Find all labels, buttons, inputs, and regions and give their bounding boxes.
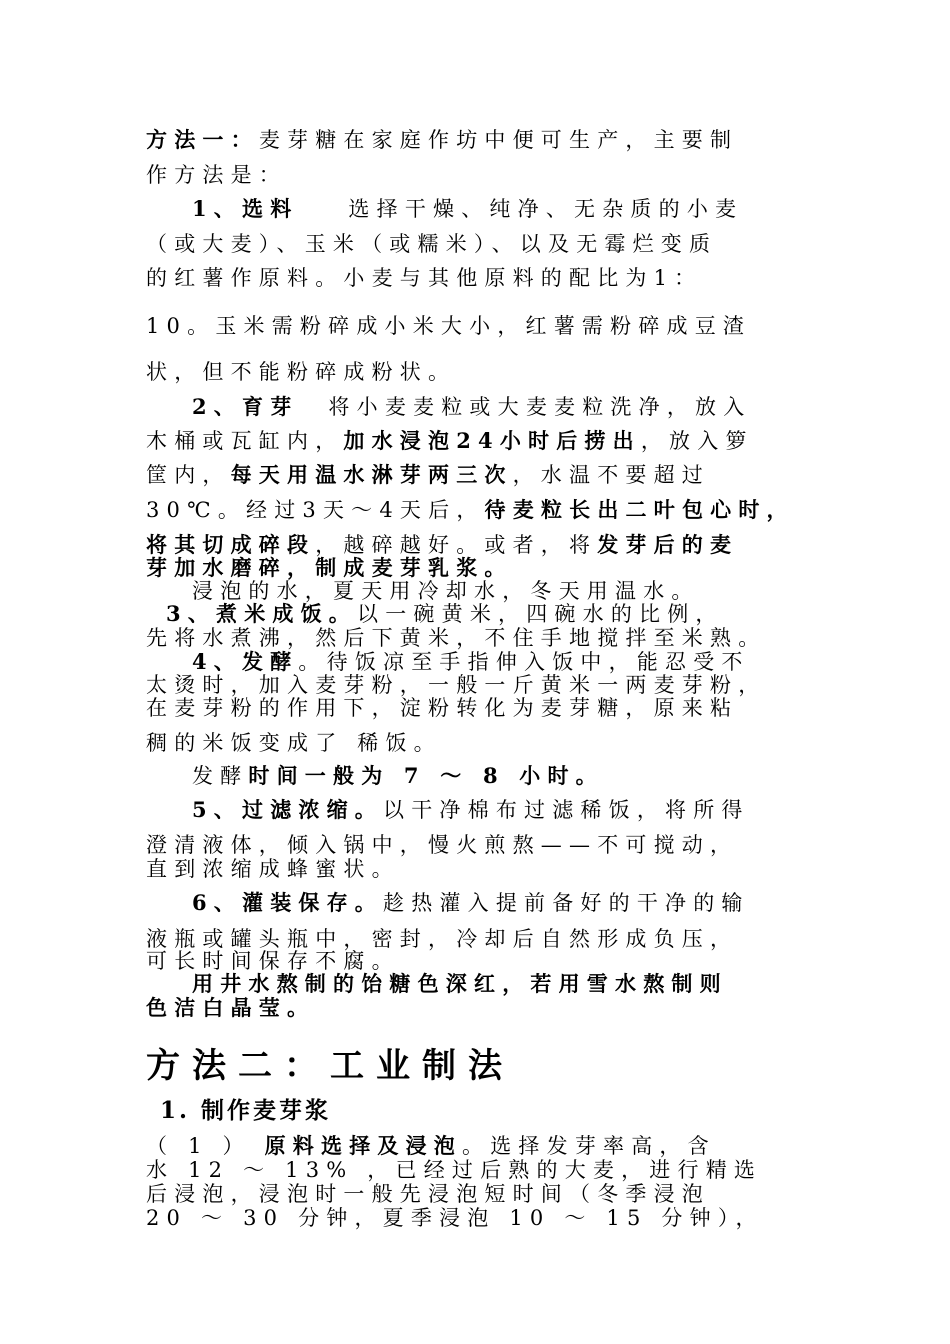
paragraph-line: 太烫时，加入麦芽粉，一般一斤黄米一两麦芽粉， bbox=[146, 673, 767, 697]
step-heading: 5、过滤浓缩。 bbox=[192, 797, 384, 822]
paragraph-line: 水 12 ～ 13% ，已经过后熟的大麦，进行精选 bbox=[146, 1158, 763, 1182]
paragraph-line: 澄清液体，倾入锅中，慢火煎熬——不可搅动， bbox=[146, 833, 739, 857]
paragraph-line: 木桶或瓦缸内，加水浸泡24小时后捞出，放入箩 bbox=[146, 428, 754, 453]
paragraph-line: 筐内，每天用温水淋芽两三次，水温不要超过 bbox=[146, 462, 711, 487]
step-heading: 6、灌装保存。 bbox=[192, 890, 384, 915]
paragraph-line: 1、选料 选择干燥、纯净、无杂质的小麦 bbox=[192, 196, 744, 221]
paragraph-line: 30℃。经过3天～4天后，待麦粒长出二叶包心时， bbox=[146, 497, 795, 522]
paragraph-line: 10。玉米需粉碎成小米大小，红薯需粉碎成豆渣 bbox=[146, 314, 752, 338]
step-heading: 1、选料 bbox=[192, 196, 299, 221]
paragraph-line: 2、育芽 将小麦麦粒或大麦麦粒洗净，放入 bbox=[192, 394, 752, 419]
paragraph-line: 方法一：麦芽糖在家庭作坊中便可生产，主要制 bbox=[146, 127, 739, 152]
paragraph-line: 液瓶或罐头瓶中，密封，冷却后自然形成负压， bbox=[146, 927, 739, 951]
step-heading: 4、发酵 bbox=[192, 649, 299, 674]
paragraph-line: 可长时间保存不腐。 bbox=[146, 949, 400, 973]
paragraph-line: 芽加水磨碎，制成麦芽乳浆。 bbox=[146, 555, 513, 580]
step-heading: 3、煮米成饭。 bbox=[166, 601, 358, 626]
paragraph-line: 20 ～ 30 分钟，夏季浸泡 10 ～ 15 分钟）， bbox=[146, 1206, 764, 1230]
paragraph-line: （ 1 ） 原料选择及浸泡。选择发芽率高，含 bbox=[146, 1133, 716, 1158]
paragraph-line: 先将水煮沸，然后下黄米，不住手地搅拌至米熟。 bbox=[146, 626, 767, 650]
paragraph-line: 6、灌装保存。趁热灌入提前备好的干净的输 bbox=[192, 890, 750, 915]
paragraph-line: 发酵时间一般为 7 ～ 8 小时。 bbox=[192, 763, 604, 788]
paragraph-line: 3、煮米成饭。以一碗黄米，四碗水的比例， bbox=[166, 601, 724, 626]
paragraph-line: 后浸泡，浸泡时一般先浸泡短时间（冬季浸泡 bbox=[146, 1182, 710, 1206]
subsection-heading: 1. 制作麦芽浆 bbox=[160, 1097, 332, 1124]
paragraph-line: 稠的米饭变成了 稀饭。 bbox=[146, 731, 442, 755]
paragraph-line: 在麦芽粉的作用下，淀粉转化为麦芽糖，原来粘 bbox=[146, 696, 739, 720]
paragraph-line: 用井水熬制的饴糖色深红，若用雪水熬制则 bbox=[192, 971, 728, 996]
paragraph-line: 色洁白晶莹。 bbox=[146, 995, 316, 1020]
paragraph-line: 4、发酵。待饭凉至手指伸入饭中，能忍受不 bbox=[192, 649, 750, 674]
paragraph-line: 5、过滤浓缩。以干净棉布过滤稀饭，将所得 bbox=[192, 797, 750, 822]
paragraph-line: 直到浓缩成蜂蜜状。 bbox=[146, 857, 400, 881]
paragraph-line: 浸泡的水，夏天用冷却水，冬天用温水。 bbox=[192, 579, 700, 603]
method-two-heading: 方法二：工业制法 bbox=[146, 1046, 514, 1086]
paragraph-line: （或大麦）、玉米（或糯米）、以及无霉烂变质 bbox=[146, 232, 718, 256]
paragraph-line: 将其切成碎段，越碎越好。或者，将发芽后的麦 bbox=[146, 532, 739, 557]
paragraph-line: 作方法是： bbox=[146, 163, 287, 187]
step-heading: 2、育芽 bbox=[192, 394, 299, 419]
method-one-heading: 方法一： bbox=[146, 127, 259, 152]
paragraph-line: 状，但不能粉碎成粉状。 bbox=[146, 360, 457, 384]
paragraph-line: 的红薯作原料。小麦与其他原料的配比为1： bbox=[146, 266, 703, 290]
